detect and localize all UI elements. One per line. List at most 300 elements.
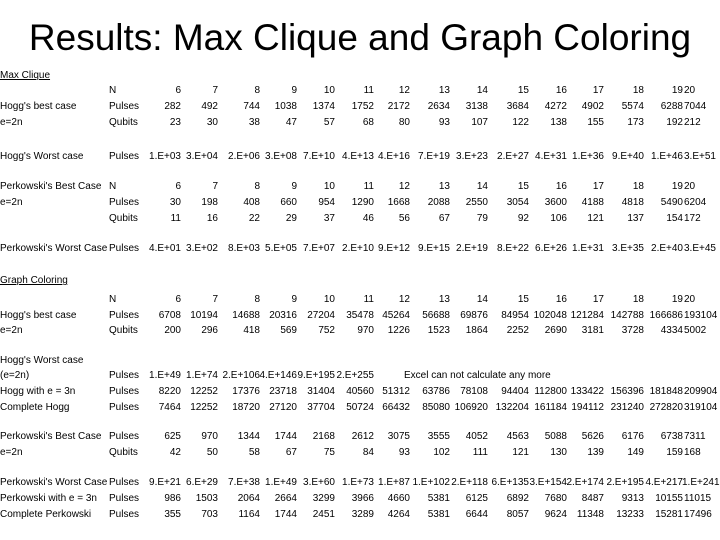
table-cell: 10194 bbox=[190, 310, 218, 321]
table-cell: 408 bbox=[243, 197, 260, 208]
row-label: Complete Perkowski bbox=[0, 509, 92, 520]
table-cell: 4818 bbox=[621, 197, 644, 208]
table-cell: 2172 bbox=[387, 101, 410, 112]
row-label: e=2n bbox=[0, 117, 23, 128]
table-cell: 139 bbox=[587, 447, 604, 458]
table-cell: 11 bbox=[363, 85, 374, 96]
table-cell: 121 bbox=[512, 447, 529, 458]
row-label: e=2n bbox=[0, 325, 23, 336]
table-cell: 15 bbox=[517, 294, 529, 305]
table-cell: 6176 bbox=[621, 431, 644, 442]
table-cell: 282 bbox=[164, 101, 181, 112]
table-cell: 1.E+49 bbox=[265, 477, 297, 488]
table-row bbox=[0, 507, 720, 522]
table-cell: 1744 bbox=[274, 509, 297, 520]
row-unit: N bbox=[109, 294, 117, 305]
table-cell: 168 bbox=[684, 447, 701, 458]
table-cell: 8.E+22 bbox=[497, 243, 529, 254]
table-cell: 5381 bbox=[427, 509, 450, 520]
table-cell: 3181 bbox=[581, 325, 604, 336]
table-cell: 155 bbox=[587, 117, 604, 128]
table-cell: 8 bbox=[254, 294, 260, 305]
table-cell: 40560 bbox=[346, 386, 374, 397]
table-cell: 38 bbox=[248, 117, 260, 128]
row-unit: Pulses bbox=[109, 402, 140, 413]
table-cell: 9624 bbox=[544, 509, 567, 520]
table-cell: 69876 bbox=[460, 310, 488, 321]
table-cell: 6708 bbox=[158, 310, 181, 321]
table-cell: 198 bbox=[201, 197, 218, 208]
table-cell: 7 bbox=[212, 181, 218, 192]
row-label: (e=2n) bbox=[0, 370, 30, 381]
table-cell: 7 bbox=[212, 294, 218, 305]
table-cell: 3728 bbox=[621, 325, 644, 336]
table-cell: 1038 bbox=[274, 101, 297, 112]
table-cell: 12 bbox=[398, 85, 410, 96]
table-cell: 2612 bbox=[351, 431, 374, 442]
table-cell: 4334 bbox=[660, 325, 683, 336]
table-cell: 130 bbox=[550, 447, 567, 458]
row-label: Complete Hogg bbox=[0, 402, 70, 413]
table-cell: 4052 bbox=[465, 431, 488, 442]
table-cell: 1.E+49 bbox=[149, 370, 181, 381]
table-cell: 970 bbox=[201, 431, 218, 442]
table-cell: 20 bbox=[684, 294, 696, 305]
table-cell: 355 bbox=[164, 509, 181, 520]
table-cell: 20 bbox=[684, 181, 696, 192]
table-cell: 2088 bbox=[427, 197, 450, 208]
row-label: Hogg's Worst case bbox=[0, 355, 84, 366]
excel-limit-note: Excel can not calculate any more bbox=[404, 370, 551, 381]
table-cell: 4.E+217 bbox=[645, 477, 683, 488]
table-cell: 4.E+16 bbox=[378, 151, 410, 162]
section-heading-max-clique: Max Clique bbox=[0, 70, 51, 81]
table-cell: 4902 bbox=[581, 101, 604, 112]
table-cell: 112800 bbox=[534, 386, 567, 397]
table-cell: 19 bbox=[671, 85, 683, 96]
table-cell: 67 bbox=[285, 447, 297, 458]
table-cell: 7044 bbox=[684, 101, 707, 112]
table-cell: 3054 bbox=[506, 197, 529, 208]
table-cell: 11 bbox=[363, 181, 374, 192]
table-cell: 4272 bbox=[544, 101, 567, 112]
table-cell: 3.E+60 bbox=[303, 477, 335, 488]
table-cell: 193104 bbox=[684, 310, 718, 321]
row-label: Perkowski's Worst Case bbox=[0, 243, 108, 254]
table-cell: 9.E+12 bbox=[378, 243, 410, 254]
table-cell: 703 bbox=[201, 509, 218, 520]
table-cell: 106920 bbox=[454, 402, 488, 413]
table-cell: 2.E+06 bbox=[228, 151, 260, 162]
table-cell: 492 bbox=[201, 101, 218, 112]
table-cell: 19 bbox=[671, 181, 683, 192]
table-cell: 57 bbox=[323, 117, 335, 128]
table-cell: 137 bbox=[627, 213, 644, 224]
table-cell: 1.E+31 bbox=[572, 243, 604, 254]
table-cell: 17 bbox=[592, 181, 604, 192]
table-cell: 50 bbox=[206, 447, 218, 458]
table-cell: 17376 bbox=[232, 386, 260, 397]
table-cell: 14 bbox=[476, 181, 488, 192]
table-cell: 1864 bbox=[465, 325, 488, 336]
table-cell: 2.E+106 bbox=[222, 370, 260, 381]
table-cell: 67 bbox=[438, 213, 450, 224]
table-cell: 4.E+31 bbox=[535, 151, 567, 162]
table-cell: 4264 bbox=[387, 509, 410, 520]
table-row bbox=[0, 149, 720, 164]
table-cell: 102048 bbox=[533, 310, 567, 321]
table-cell: 20 bbox=[684, 85, 696, 96]
table-cell: 15 bbox=[517, 181, 529, 192]
table-cell: 68 bbox=[362, 117, 374, 128]
table-cell: 6125 bbox=[465, 493, 488, 504]
table-cell: 7 bbox=[212, 85, 218, 96]
table-cell: 133422 bbox=[570, 386, 604, 397]
table-cell: 1.E+46 bbox=[651, 151, 683, 162]
table-cell: 8.E+03 bbox=[228, 243, 260, 254]
table-cell: 17 bbox=[592, 85, 604, 96]
table-cell: 209904 bbox=[684, 386, 718, 397]
table-row bbox=[0, 308, 720, 323]
table-cell: 78108 bbox=[460, 386, 488, 397]
table-cell: 30 bbox=[169, 197, 181, 208]
table-cell: 4.E+01 bbox=[149, 243, 181, 254]
table-cell: 1752 bbox=[351, 101, 374, 112]
row-label: Hogg's best case bbox=[0, 101, 77, 112]
table-cell: 2.E+27 bbox=[497, 151, 529, 162]
table-cell: 2550 bbox=[465, 197, 488, 208]
table-cell: 18720 bbox=[232, 402, 260, 413]
table-cell: 296 bbox=[201, 325, 218, 336]
table-cell: 161184 bbox=[534, 402, 567, 413]
table-cell: 85080 bbox=[422, 402, 450, 413]
table-cell: 27204 bbox=[307, 310, 335, 321]
table-cell: 121 bbox=[587, 213, 604, 224]
table-cell: 3.E+154 bbox=[529, 477, 567, 488]
table-cell: 1.E+73 bbox=[342, 477, 374, 488]
table-row bbox=[0, 384, 720, 399]
table-cell: 156396 bbox=[610, 386, 644, 397]
row-label: Hogg with e = 3n bbox=[0, 386, 76, 397]
table-cell: 11348 bbox=[576, 509, 604, 520]
table-row bbox=[0, 475, 720, 490]
table-cell: 42 bbox=[169, 447, 181, 458]
table-cell: 2634 bbox=[427, 101, 450, 112]
table-cell: 2.E+174 bbox=[566, 477, 604, 488]
table-cell: 14688 bbox=[232, 310, 260, 321]
table-cell: 138 bbox=[550, 117, 567, 128]
table-cell: 9 bbox=[291, 294, 297, 305]
table-row bbox=[0, 368, 720, 383]
table-cell: 9.E+21 bbox=[149, 477, 181, 488]
table-cell: 200 bbox=[164, 325, 181, 336]
table-cell: 660 bbox=[280, 197, 297, 208]
table-cell: 8 bbox=[254, 85, 260, 96]
table-cell: 8487 bbox=[581, 493, 604, 504]
table-cell: 107 bbox=[471, 117, 488, 128]
table-cell: 142788 bbox=[610, 310, 644, 321]
table-cell: 50724 bbox=[346, 402, 374, 413]
table-cell: 12252 bbox=[190, 386, 218, 397]
table-cell: 6738 bbox=[660, 431, 683, 442]
table-cell: 3966 bbox=[351, 493, 374, 504]
row-unit: Pulses bbox=[109, 197, 140, 208]
table-cell: 1.E+87 bbox=[378, 477, 410, 488]
table-cell: 58 bbox=[248, 447, 260, 458]
row-unit: Pulses bbox=[109, 151, 140, 162]
table-cell: 11015 bbox=[684, 493, 712, 504]
table-cell: 12 bbox=[398, 181, 410, 192]
table-cell: 37 bbox=[323, 213, 335, 224]
table-cell: 80 bbox=[398, 117, 410, 128]
slide-title: Results: Max Clique and Graph Coloring bbox=[28, 17, 692, 58]
table-cell: 12 bbox=[398, 294, 410, 305]
table-cell: 159 bbox=[666, 447, 683, 458]
row-label: Perkowski's Worst Case bbox=[0, 477, 108, 488]
row-unit: Qubits bbox=[109, 447, 138, 458]
table-cell: 10 bbox=[323, 181, 335, 192]
table-cell: 13 bbox=[438, 181, 450, 192]
table-cell: 15281 bbox=[655, 509, 683, 520]
table-cell: 1523 bbox=[427, 325, 450, 336]
row-unit: Pulses bbox=[109, 509, 140, 520]
table-cell: 3.E+08 bbox=[265, 151, 297, 162]
table-cell: 27120 bbox=[269, 402, 297, 413]
table-cell: 93 bbox=[438, 117, 450, 128]
table-cell: 11 bbox=[170, 213, 181, 224]
table-cell: 9 bbox=[291, 181, 297, 192]
row-unit: Pulses bbox=[109, 386, 140, 397]
table-cell: 986 bbox=[164, 493, 181, 504]
table-row bbox=[0, 491, 720, 506]
table-cell: 2064 bbox=[237, 493, 260, 504]
table-cell: 37704 bbox=[307, 402, 335, 413]
table-cell: 3.E+02 bbox=[186, 243, 218, 254]
row-label: e=2n bbox=[0, 197, 23, 208]
table-cell: 7.E+10 bbox=[303, 151, 335, 162]
table-cell: 13 bbox=[438, 85, 450, 96]
table-cell: 6644 bbox=[465, 509, 488, 520]
row-label: Perkowski's Best Case bbox=[0, 431, 102, 442]
table-cell: 1.E+241 bbox=[682, 477, 720, 488]
table-cell: 2.E+10 bbox=[342, 243, 374, 254]
row-label: Hogg's best case bbox=[0, 310, 77, 321]
table-cell: 18 bbox=[632, 85, 644, 96]
table-cell: 51312 bbox=[382, 386, 410, 397]
table-row bbox=[0, 323, 720, 338]
table-cell: 93 bbox=[398, 447, 410, 458]
table-cell: 3299 bbox=[312, 493, 335, 504]
table-cell: 56 bbox=[398, 213, 410, 224]
table-cell: 1290 bbox=[351, 197, 374, 208]
table-cell: 12252 bbox=[190, 402, 218, 413]
table-cell: 3075 bbox=[387, 431, 410, 442]
table-cell: 22 bbox=[248, 213, 260, 224]
row-unit: Pulses bbox=[109, 370, 140, 381]
table-cell: 7311 bbox=[684, 431, 706, 442]
table-cell: 102 bbox=[433, 447, 450, 458]
table-cell: 2.E+19 bbox=[456, 243, 488, 254]
table-cell: 16 bbox=[555, 85, 567, 96]
table-cell: 4660 bbox=[387, 493, 410, 504]
table-cell: 8220 bbox=[158, 386, 181, 397]
table-cell: 6.E+29 bbox=[186, 477, 218, 488]
table-cell: 7.E+19 bbox=[418, 151, 450, 162]
table-cell: 3138 bbox=[465, 101, 488, 112]
table-cell: 46 bbox=[362, 213, 374, 224]
table-cell: 13233 bbox=[616, 509, 644, 520]
table-cell: 4.E+13 bbox=[342, 151, 374, 162]
table-cell: 5574 bbox=[621, 101, 644, 112]
table-cell: 2451 bbox=[312, 509, 335, 520]
table-cell: 6 bbox=[175, 181, 181, 192]
table-cell: 17496 bbox=[684, 509, 712, 520]
table-cell: 7464 bbox=[158, 402, 181, 413]
row-label: Hogg's Worst case bbox=[0, 151, 84, 162]
table-cell: 569 bbox=[280, 325, 297, 336]
table-cell: 20316 bbox=[269, 310, 297, 321]
table-cell: 9.E+15 bbox=[418, 243, 450, 254]
table-cell: 15 bbox=[517, 85, 529, 96]
row-unit: Pulses bbox=[109, 493, 140, 504]
table-cell: 231240 bbox=[610, 402, 644, 413]
table-cell: 8 bbox=[254, 181, 260, 192]
table-cell: 1744 bbox=[274, 431, 297, 442]
table-cell: 16 bbox=[555, 294, 567, 305]
table-cell: 5626 bbox=[581, 431, 604, 442]
table-row bbox=[0, 353, 720, 368]
table-cell: 132204 bbox=[495, 402, 529, 413]
table-cell: 173 bbox=[627, 117, 644, 128]
table-cell: 744 bbox=[243, 101, 260, 112]
table-cell: 122 bbox=[512, 117, 529, 128]
table-cell: 970 bbox=[357, 325, 374, 336]
table-cell: 11 bbox=[363, 294, 374, 305]
table-cell: 31404 bbox=[307, 386, 335, 397]
table-cell: 13 bbox=[438, 294, 450, 305]
table-cell: 954 bbox=[318, 197, 335, 208]
table-cell: 7.E+07 bbox=[303, 243, 335, 254]
table-cell: 45264 bbox=[382, 310, 410, 321]
table-cell: 23718 bbox=[269, 386, 297, 397]
table-cell: 6 bbox=[175, 85, 181, 96]
table-cell: 3555 bbox=[427, 431, 450, 442]
table-cell: 79 bbox=[476, 213, 488, 224]
table-cell: 18 bbox=[632, 294, 644, 305]
table-cell: 3.E+45 bbox=[684, 243, 716, 254]
table-row bbox=[0, 83, 720, 98]
table-cell: 9.E+40 bbox=[612, 151, 644, 162]
table-cell: 106 bbox=[550, 213, 567, 224]
table-row bbox=[0, 429, 720, 444]
table-cell: 7680 bbox=[544, 493, 567, 504]
table-row bbox=[0, 211, 720, 226]
table-cell: 23 bbox=[169, 117, 181, 128]
table-cell: 5.E+05 bbox=[265, 243, 297, 254]
table-row bbox=[0, 115, 720, 130]
table-cell: 2.E+40 bbox=[651, 243, 683, 254]
row-unit: Qubits bbox=[109, 117, 138, 128]
table-cell: 4188 bbox=[581, 197, 604, 208]
table-cell: 149 bbox=[627, 447, 644, 458]
table-cell: 6.E+135 bbox=[491, 477, 529, 488]
row-unit: Pulses bbox=[109, 243, 140, 254]
table-cell: 172 bbox=[684, 213, 701, 224]
table-cell: 6288 bbox=[660, 101, 683, 112]
table-cell: 3.E+23 bbox=[456, 151, 488, 162]
row-unit: Pulses bbox=[109, 431, 140, 442]
table-cell: 625 bbox=[164, 431, 181, 442]
table-cell: 1.E+36 bbox=[572, 151, 604, 162]
table-cell: 5490 bbox=[660, 197, 683, 208]
table-cell: 35478 bbox=[346, 310, 374, 321]
table-cell: 1668 bbox=[387, 197, 410, 208]
table-cell: 9.E+195 bbox=[297, 370, 335, 381]
table-cell: 4.E+146 bbox=[259, 370, 297, 381]
table-cell: 2.E+118 bbox=[451, 477, 488, 488]
table-cell: 1.E+102 bbox=[412, 477, 450, 488]
table-cell: 8057 bbox=[506, 509, 529, 520]
table-cell: 1164 bbox=[238, 509, 260, 520]
table-cell: 4563 bbox=[506, 431, 529, 442]
table-cell: 319104 bbox=[684, 402, 718, 413]
table-cell: 2664 bbox=[274, 493, 297, 504]
row-label: Perkowski with e = 3n bbox=[0, 493, 97, 504]
section-heading-graph-coloring: Graph Coloring bbox=[0, 275, 68, 286]
row-unit: N bbox=[109, 181, 117, 192]
table-cell: 212 bbox=[684, 117, 701, 128]
row-unit: Pulses bbox=[109, 310, 140, 321]
table-cell: 3.E+51 bbox=[684, 151, 716, 162]
table-cell: 63786 bbox=[422, 386, 450, 397]
table-cell: 2.E+195 bbox=[606, 477, 644, 488]
table-cell: 16 bbox=[555, 181, 567, 192]
table-cell: 1.E+03 bbox=[149, 151, 181, 162]
table-cell: 7.E+38 bbox=[228, 477, 260, 488]
table-row bbox=[0, 292, 720, 307]
table-cell: 1226 bbox=[387, 325, 410, 336]
table-cell: 272820 bbox=[649, 402, 683, 413]
table-cell: 84954 bbox=[501, 310, 529, 321]
table-cell: 30 bbox=[206, 117, 218, 128]
table-cell: 3684 bbox=[506, 101, 529, 112]
table-cell: 121284 bbox=[570, 310, 604, 321]
table-cell: 47 bbox=[285, 117, 297, 128]
table-cell: 1.E+74 bbox=[186, 370, 218, 381]
table-cell: 5088 bbox=[544, 431, 567, 442]
table-cell: 2.E+255 bbox=[336, 370, 374, 381]
table-row bbox=[0, 99, 720, 114]
table-cell: 5002 bbox=[684, 325, 707, 336]
table-cell: 18 bbox=[632, 181, 644, 192]
table-cell: 5381 bbox=[427, 493, 450, 504]
table-cell: 181848 bbox=[649, 386, 683, 397]
table-cell: 2252 bbox=[506, 325, 529, 336]
table-row bbox=[0, 241, 720, 256]
table-cell: 1503 bbox=[195, 493, 218, 504]
table-cell: 66432 bbox=[382, 402, 410, 413]
table-cell: 56688 bbox=[422, 310, 450, 321]
table-row bbox=[0, 195, 720, 210]
table-row bbox=[0, 445, 720, 460]
table-cell: 16 bbox=[206, 213, 218, 224]
table-cell: 3.E+04 bbox=[186, 151, 218, 162]
table-cell: 29 bbox=[285, 213, 297, 224]
table-cell: 194112 bbox=[571, 402, 604, 413]
table-row bbox=[0, 179, 720, 194]
table-cell: 75 bbox=[323, 447, 335, 458]
table-cell: 2690 bbox=[544, 325, 567, 336]
